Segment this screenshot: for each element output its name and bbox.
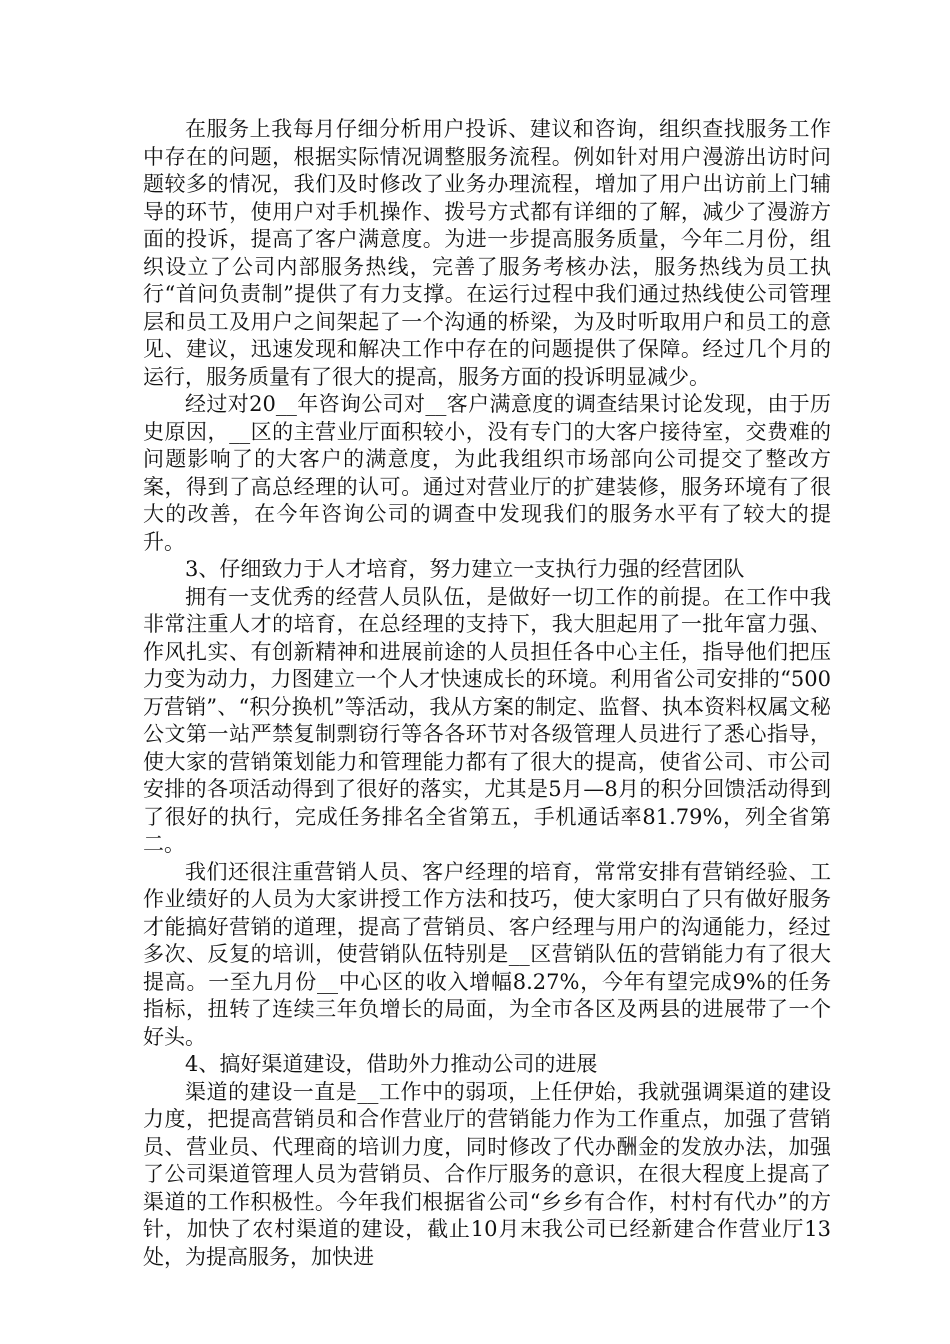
paragraph-channel-building: 渠道的建设一直是__工作中的弱项，上任伊始，我就强调渠道的建设力度，把提高营销员和合作营业厅的营销能力作为工作重点，加强了营销员、营业员、代理商的培训力度，同时修改了代办酬金的发放办法，加强了公司渠道管理人员为营销员、合作厅服务的意识，在很大程度上提高了渠道的工作积极性。今年我们根据省公司“乡乡有合作，村村有代办”的方针，加快了农村渠道的建设，截止10月末我公司已经新建合作营业厅13处，为提高服务，加快进 — [143, 1079, 831, 1269]
section-heading-channels: 4、搞好渠道建设，借助外力推动公司的进展 — [185, 1052, 598, 1076]
paragraph-sales-training: 我们还很注重营销人员、客户经理的培育，常常安排有营销经验、工作业绩好的人员为大家讲授工作方法和技巧，使大家明白了只有做好服务才能搞好营销的道理，提高了营销员、客户经理与用户的沟通能力，经过多次、反复的培训，使营销队伍特别是__区营销队伍的营销能力有了很大提高。一至九月份__中心区的收入增幅8.27%，今年有望完成9%的任务指标，扭转了连续三年负增长的局面，为全市各区及两县的进展带了一个好头。 — [143, 859, 831, 1049]
paragraph-talent-training: 拥有一支优秀的经营人员队伍，是做好一切工作的前提。在工作中我非常注重人才的培育，在总经理的支持下，我大胆起用了一批年富力强、作风扎实、有创新精神和进展前途的人员担任各中心主任，指导他们把压力变为动力，力图建立一个人才快速成长的环境。利用省公司安排的“500万营销”、“积分换机”等活动，我从方案的制定、监督、执本资料权属文秘公文第一站严禁复制剽窃行等各各环节对各级管理人员进行了悉心指导，使大家的营销策划能力和管理能力都有了很大的提高，使省公司、市公司安排的各项活动得到了很好的落实，尤其是5月—8月的积分回馈活动得到了很好的执行，完成任务排名全省第五，手机通话率81.79%，列全省第二。 — [143, 584, 831, 856]
paragraph-customer-satisfaction: 经过对20__年咨询公司对__客户满意度的调查结果讨论发现，由于历史原因，__区的主营业厅面积较小，没有专门的大客户接待室，交费难的问题影响了的大客户的满意度，为此我组织市场部向公司提交了整改方案，得到了高总经理的认可。通过对营业厅的扩建装修，服务环境有了很大的改善，在今年咨询公司的调查中发现我们的服务水平有了较大的提升。 — [143, 392, 831, 554]
document-body — [143, 116, 831, 1271]
section-heading-talent: 3、仔细致力于人才培育，努力建立一支执行力强的经营团队 — [185, 557, 745, 581]
paragraph-service-improvement: 在服务上我每月仔细分析用户投诉、建议和咨询，组织查找服务工作中存在的问题，根据实际情况调整服务流程。例如针对用户漫游出访时问题较多的情况，我们及时修改了业务办理流程，增加了用户出访前上门辅导的环节，使用户对手机操作、拨号方式都有详细的了解，减少了漫游方面的投诉，提高了客户满意度。为进一步提高服务质量，今年二月份，组织设立了公司内部服务热线，完善了服务考核办法，服务热线为员工执行“首问负责制”提供了有力支撑。在运行过程中我们通过热线使公司管理层和员工及用户之间架起了一个沟通的桥梁，为及时听取用户和员工的意见、建议，迅速发现和解决工作中存在的问题提供了保障。经过几个月的运行，服务质量有了很大的提高，服务方面的投诉明显减少。 — [143, 117, 831, 389]
